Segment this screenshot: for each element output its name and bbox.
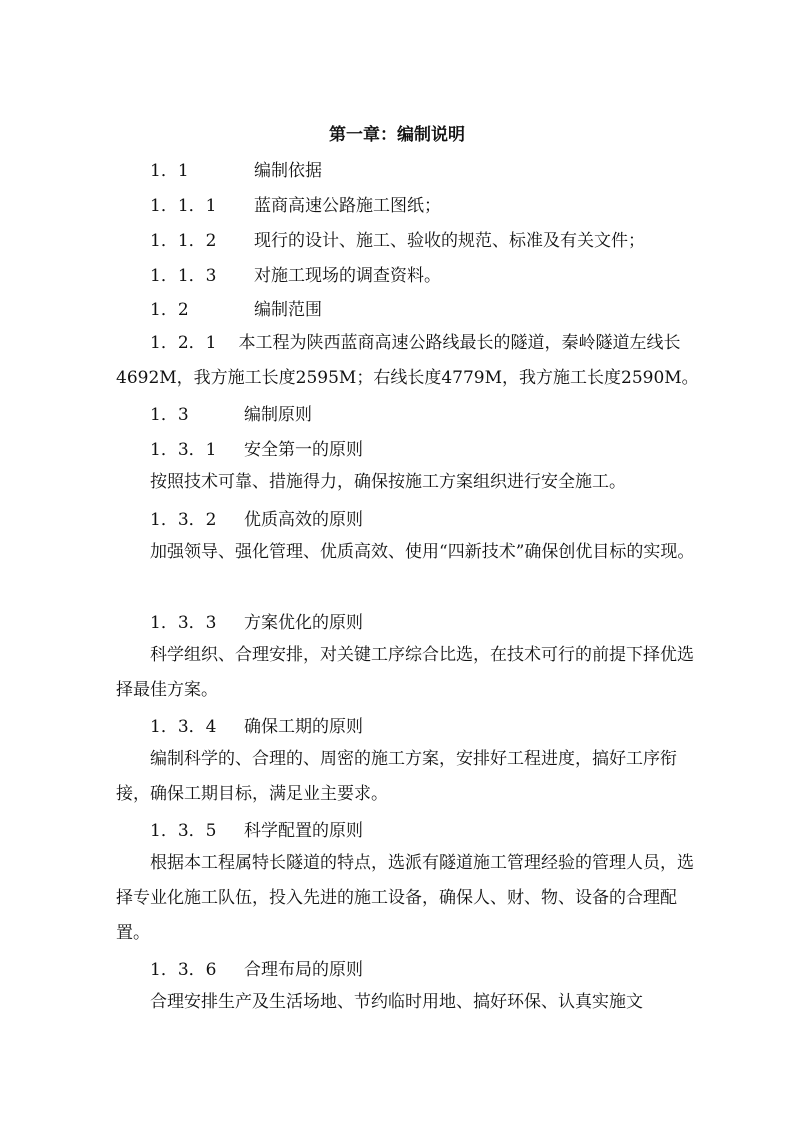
paragraph-1-3-3: 科学组织、合理安排，对关键工序综合比选，在技术可行的前提下择优选择最佳方案。 — [116, 645, 694, 700]
paragraph-1-3-5: 根据本工程属特长隧道的特点，选派有隧道施工管理经验的管理人员，选择专业化施工队伍，投入先进的施工设备，确保人、财、物、设备的合理配置。 — [116, 853, 694, 943]
section-number: 1．3．3 — [150, 613, 217, 633]
section-text: 合理布局的原则 — [244, 960, 363, 980]
section-number: 1．3 — [150, 405, 189, 425]
section-text: 现行的设计、施工、验收的规范、标准及有关文件； — [254, 231, 645, 251]
section-number: 1．3．6 — [150, 960, 217, 980]
section-text: 科学配置的原则 — [244, 821, 363, 841]
paragraph-1-3-2: 加强领导、强化管理、优质高效、使用“四新技术”确保创优目标的实现。 — [150, 542, 695, 562]
section-number: 1．2 — [150, 300, 189, 320]
section-number: 1．1．1 — [150, 196, 217, 216]
section-text: 对施工现场的调查资料。 — [254, 266, 441, 286]
section-text: 方案优化的原则 — [244, 613, 363, 633]
paragraph-1-3-6: 合理安排生产及生活场地、节约临时用地、搞好环保、认真实施文 — [150, 992, 643, 1012]
section-text: 确保工期的原则 — [244, 717, 363, 737]
section-number: 1．3．2 — [150, 510, 217, 530]
section-text: 编制依据 — [254, 161, 322, 181]
paragraph-1-3-1: 按照技术可靠、措施得力，确保按施工方案组织进行安全施工。 — [150, 472, 626, 492]
section-text: 编制原则 — [244, 405, 312, 425]
chapter-title: 第一章：编制说明 — [329, 125, 465, 145]
section-number: 1．3．5 — [150, 821, 217, 841]
section-text: 编制范围 — [254, 300, 322, 320]
section-text: 蓝商高速公路施工图纸； — [254, 196, 441, 216]
section-number: 1．3．1 — [150, 440, 217, 460]
section-number: 1．3．4 — [150, 717, 217, 737]
section-text: 优质高效的原则 — [244, 510, 363, 530]
section-number: 1．1．2 — [150, 231, 217, 251]
section-number: 1．1．3 — [150, 266, 217, 286]
paragraph-1-3-4: 编制科学的、合理的、周密的施工方案，安排好工程进度，搞好工序衔接，确保工期目标，满足业主要求。 — [116, 749, 677, 804]
section-text: 安全第一的原则 — [244, 440, 363, 460]
section-number: 1．1 — [150, 161, 189, 181]
item-1-2-1 — [116, 326, 712, 396]
section-text: 本工程为陕西蓝商高速公路线最长的隧道，秦岭隧道左线长4692M，我方施工长度2595M；右线长度4779M，我方施工长度2590M。 — [116, 333, 699, 388]
section-number: 1．2．1 — [150, 333, 217, 353]
